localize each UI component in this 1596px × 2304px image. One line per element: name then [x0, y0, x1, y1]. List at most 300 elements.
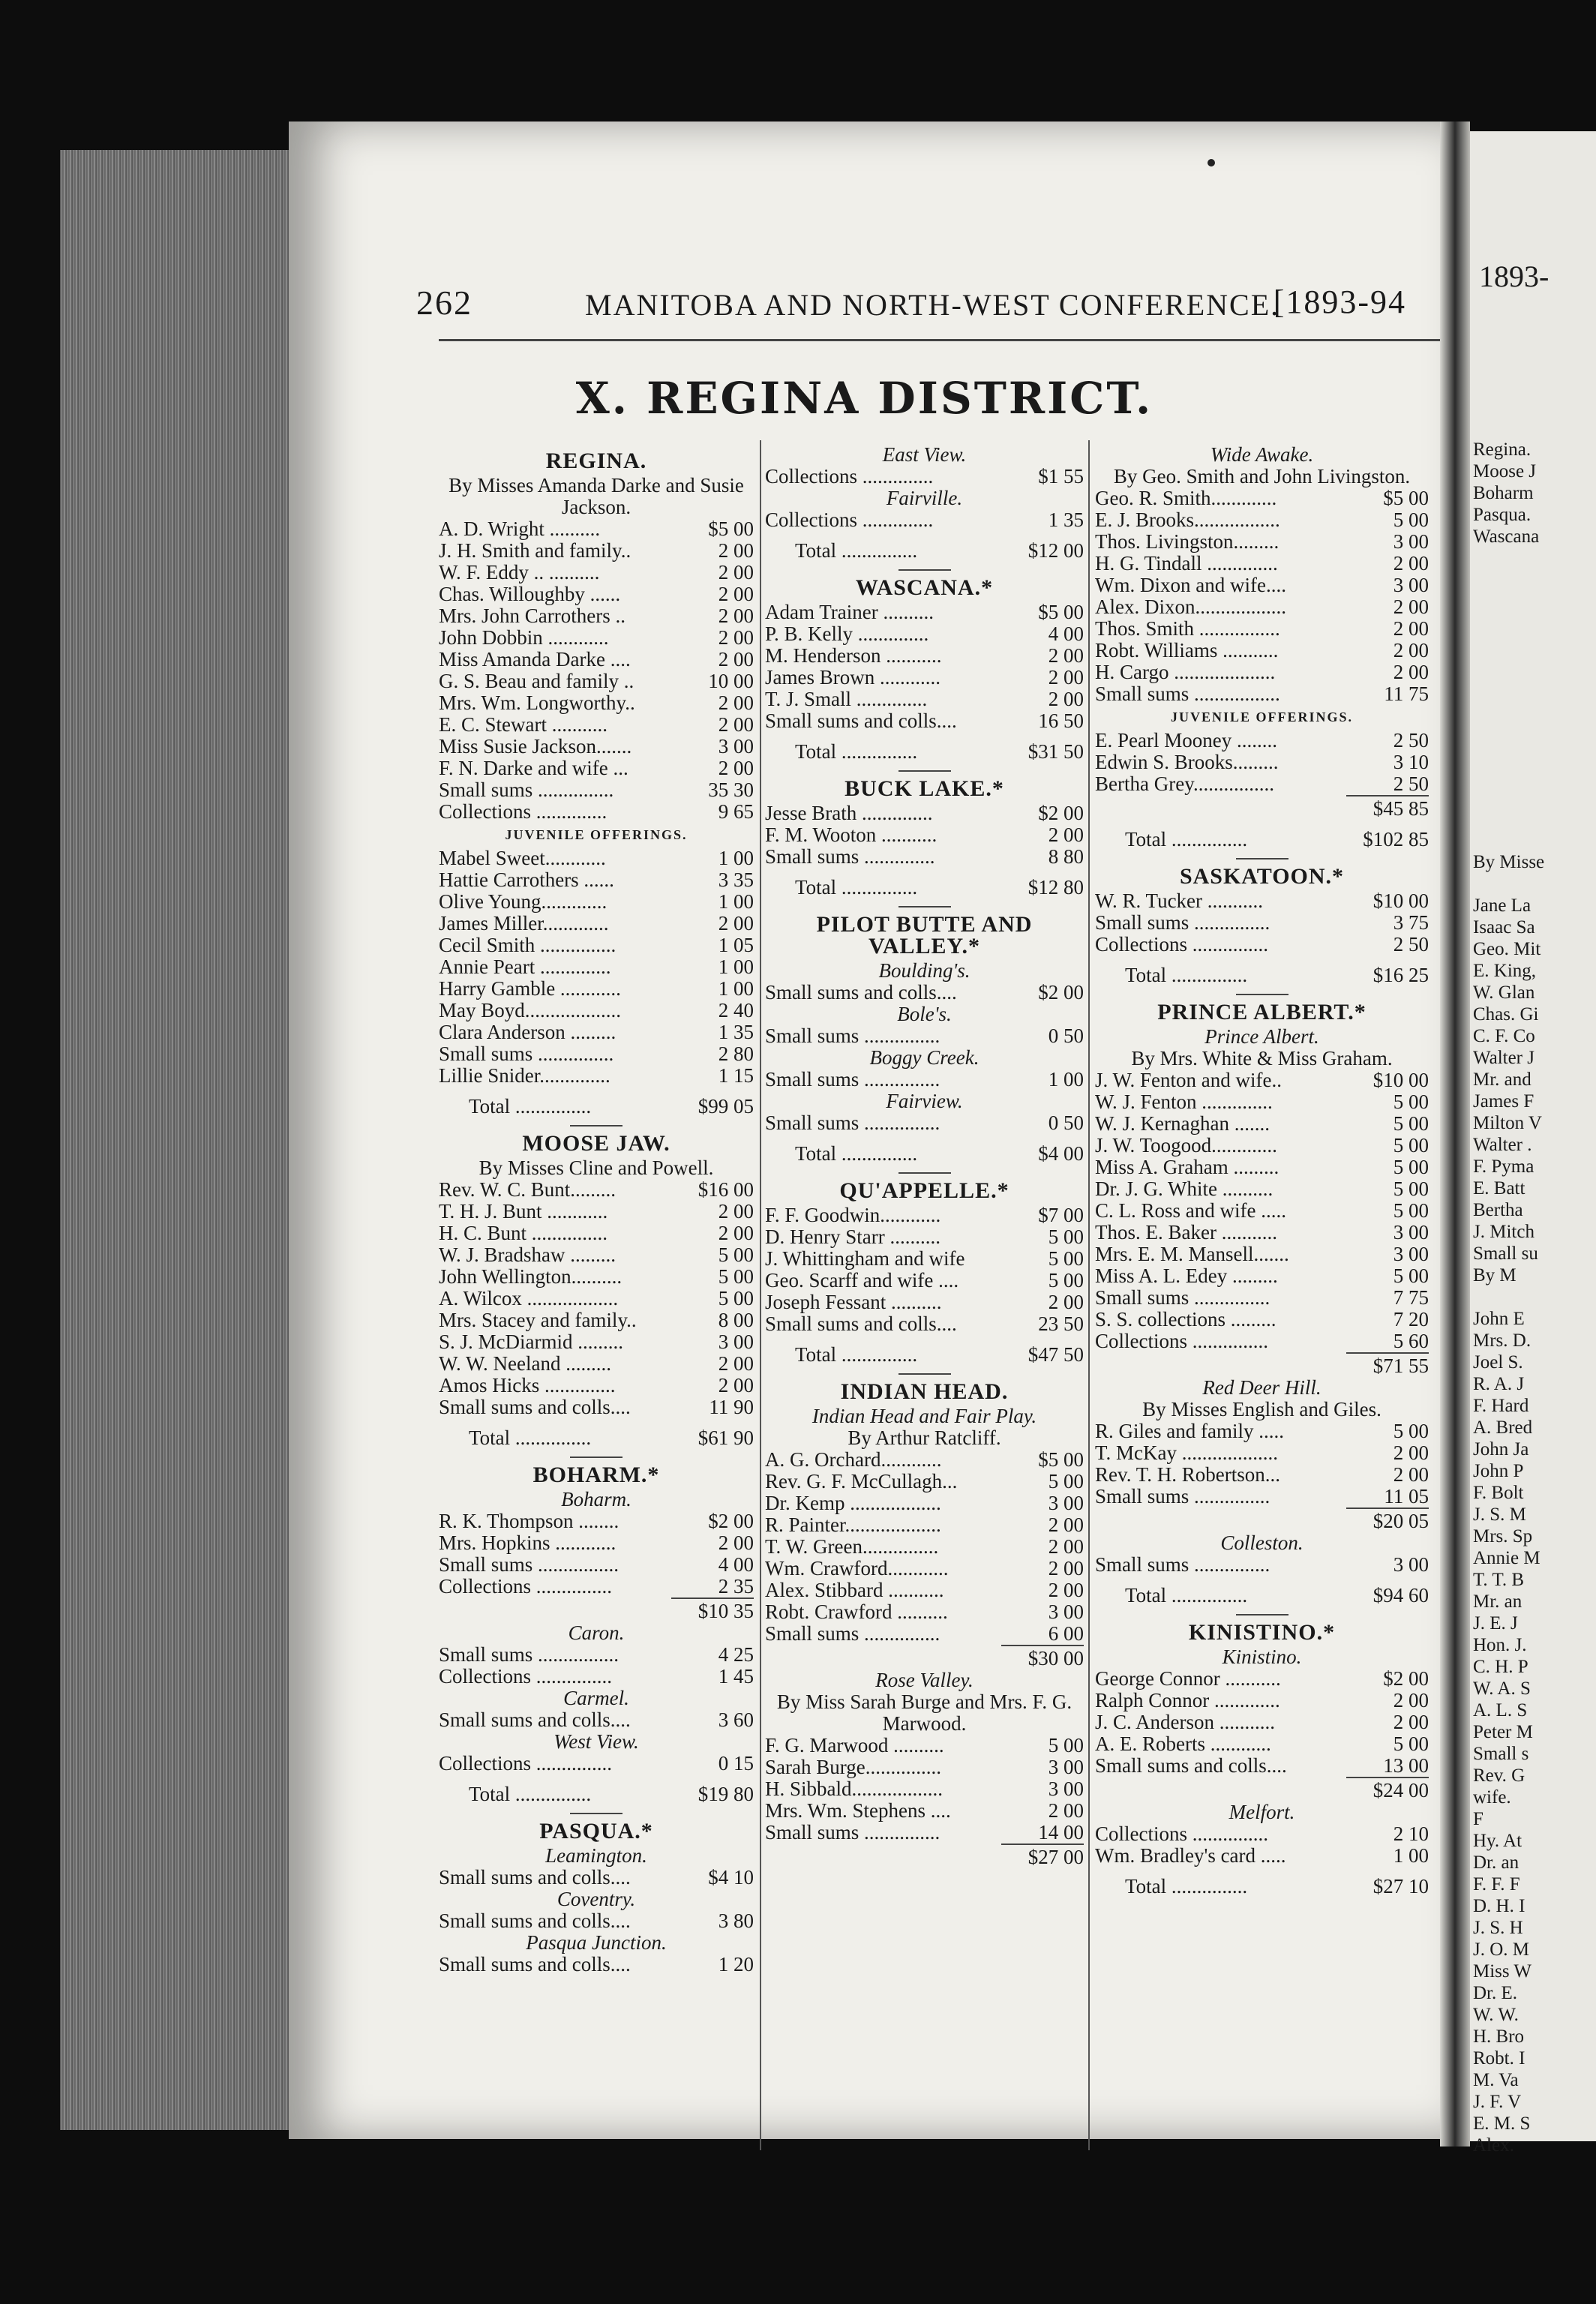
contribution-row — [765, 1601, 1084, 1623]
contribution-row — [439, 1201, 754, 1222]
column-divider — [760, 440, 761, 2150]
next-page-line: Jane La — [1473, 896, 1532, 916]
section-rule — [570, 1813, 622, 1814]
next-page-line — [1470, 873, 1544, 895]
entry-name: Sarah Burge............... — [765, 1756, 941, 1778]
entry-name: Total ............... — [795, 876, 918, 898]
entry-amount: 2 00 — [1393, 639, 1429, 662]
entry-amount: 11 05 — [1384, 1485, 1429, 1508]
entry-name: A. E. Roberts ............ — [1095, 1732, 1271, 1755]
collectors-line: By Mrs. White & Miss Graham. — [1131, 1047, 1393, 1070]
entry-amount: $5 00 — [708, 518, 754, 540]
entry-amount: 5 00 — [1048, 1247, 1084, 1270]
entry-name: Collections ............... — [439, 1575, 612, 1598]
section-rule — [898, 770, 951, 772]
entry-name: Geo. Scarff and wife .... — [765, 1269, 959, 1292]
column-3 — [1095, 444, 1429, 1902]
entry-name: Harry Gamble ............ — [439, 977, 621, 1000]
entry-amount: 23 50 — [1038, 1312, 1084, 1335]
contribution-row — [1095, 640, 1429, 662]
subsection-title: Bole's. — [897, 1003, 952, 1025]
entry-amount: $1 55 — [1038, 465, 1084, 488]
next-page-line: wife. — [1473, 1787, 1511, 1808]
entry-amount: 3 00 — [1048, 1756, 1084, 1778]
entry-amount: $94 60 — [1372, 1584, 1429, 1606]
next-page-line: Hon. J. — [1473, 1635, 1527, 1655]
entry-amount: 1 20 — [718, 1953, 754, 1976]
next-page-line: John Ja — [1473, 1439, 1529, 1460]
contribution-row — [765, 667, 1084, 688]
entry-name: P. B. Kelly .............. — [765, 622, 929, 645]
contribution-row — [765, 1248, 1084, 1270]
next-page-line: A. Bred — [1473, 1418, 1533, 1438]
next-page-line: Mrs. Sp — [1473, 1526, 1533, 1546]
contribution-row — [1095, 1712, 1429, 1733]
entry-name: Joseph Fessant .......... — [765, 1291, 942, 1313]
contribution-row — [765, 1492, 1084, 1514]
contribution-row — [765, 466, 1084, 488]
entry-amount: 5 00 — [1393, 508, 1429, 531]
contribution-row — [1095, 683, 1429, 705]
subtotal-row — [439, 1598, 754, 1622]
contribution-row — [439, 758, 754, 779]
entry-amount: 5 00 — [1393, 1178, 1429, 1200]
subtotal-row — [1095, 1352, 1429, 1377]
entry-name: Total ............... — [1125, 828, 1248, 850]
contribution-row — [439, 1375, 754, 1396]
entry-amount: 2 00 — [1393, 1442, 1429, 1464]
contribution-row — [439, 869, 754, 891]
section-rule — [898, 906, 951, 908]
entry-name: Geo. R. Smith............. — [1095, 487, 1277, 509]
next-page-line: Peter M — [1473, 1722, 1533, 1742]
contribution-row — [439, 670, 754, 692]
next-page-lines — [1470, 851, 1544, 2156]
entry-amount: 2 00 — [718, 692, 754, 714]
entry-amount: $47 50 — [1028, 1343, 1084, 1366]
entry-name: S. S. collections ......... — [1095, 1308, 1276, 1330]
entry-name: Small sums and colls.... — [439, 1910, 631, 1932]
contribution-row — [439, 1022, 754, 1043]
entry-amount: 2 50 — [1393, 933, 1429, 956]
entry-amount: 5 00 — [1393, 1264, 1429, 1287]
contribution-row — [1095, 890, 1429, 912]
next-page-line: Dr. an — [1473, 1852, 1520, 1873]
total-row — [1095, 1867, 1429, 1902]
contribution-row — [439, 1043, 754, 1065]
next-page-line: F. Pyma — [1473, 1156, 1534, 1177]
section-title: INDIAN HEAD. — [840, 1379, 1009, 1404]
entry-amount: 1 00 — [718, 977, 754, 1000]
subsection-title: Boggy Creek. — [869, 1046, 980, 1069]
contribution-row — [439, 1910, 754, 1932]
entry-amount: 1 35 — [718, 1021, 754, 1043]
entry-name: James Brown ............ — [765, 666, 940, 688]
entry-amount: 2 00 — [718, 1222, 754, 1244]
contribution-row — [765, 802, 1084, 824]
entry-amount: 16 50 — [1038, 710, 1084, 732]
entry-name: S. J. McDiarmid ......... — [439, 1330, 623, 1353]
contribution-row — [439, 1532, 754, 1554]
entry-name: H. G. Tindall .............. — [1095, 552, 1278, 574]
subtotal-amount: $20 05 — [1346, 1508, 1429, 1532]
entry-amount: $10 00 — [1372, 890, 1429, 912]
subtotal-row — [1095, 1777, 1429, 1802]
contribution-row — [765, 1778, 1084, 1800]
juvenile-heading: JUVENILE OFFERINGS. — [505, 827, 688, 842]
entry-name: J. C. Anderson ........... — [1095, 1711, 1276, 1733]
entry-name: Miss A. L. Edey ......... — [1095, 1264, 1278, 1287]
entry-amount: 3 10 — [1393, 751, 1429, 773]
entry-amount: 0 15 — [718, 1752, 754, 1774]
contribution-row — [765, 602, 1084, 623]
entry-name: E. Pearl Mooney ........ — [1095, 729, 1277, 752]
contribution-row — [1095, 1113, 1429, 1135]
next-page-top-lines — [1470, 439, 1539, 548]
entry-name: J. W. Toogood............. — [1095, 1134, 1277, 1156]
entry-name: W. J. Kernaghan ....... — [1095, 1112, 1270, 1135]
entry-name: E. J. Brooks................. — [1095, 508, 1280, 531]
next-page-line: Bertha — [1473, 1200, 1523, 1220]
entry-amount: 3 00 — [1048, 1492, 1084, 1514]
entry-name: F. F. Goodwin............ — [765, 1204, 941, 1226]
entry-amount: $4 10 — [708, 1866, 754, 1888]
entry-amount: 5 00 — [1048, 1734, 1084, 1756]
entry-amount: 2 00 — [718, 1532, 754, 1554]
contribution-row — [765, 1580, 1084, 1601]
entry-name: Wm. Crawford............ — [765, 1557, 949, 1580]
next-page-line: Small su — [1473, 1244, 1538, 1264]
contribution-row — [439, 1709, 754, 1731]
entry-name: John Dobbin ............ — [439, 626, 609, 649]
contribution-row — [1095, 1733, 1429, 1755]
contribution-row — [439, 1554, 754, 1576]
entry-name: Mrs. Hopkins ............ — [439, 1532, 616, 1554]
section-rule — [1236, 1614, 1288, 1616]
contribution-row — [439, 736, 754, 758]
section-rule — [898, 569, 951, 571]
entry-name: Small sums ............... — [1095, 1485, 1270, 1508]
contribution-row — [765, 645, 1084, 667]
contribution-row — [765, 1313, 1084, 1335]
entry-amount: 2 10 — [1393, 1822, 1429, 1845]
district-title: X. REGINA DISTRICT. — [575, 373, 1154, 424]
entry-name: Mrs. Stacey and family.. — [439, 1309, 637, 1331]
contribution-row — [439, 540, 754, 562]
entry-name: J. H. Smith and family.. — [439, 539, 632, 562]
subtotal-row — [765, 1645, 1084, 1670]
entry-amount: 13 00 — [1383, 1754, 1429, 1777]
entry-name: T. J. Small .............. — [765, 688, 928, 710]
contribution-row — [439, 801, 754, 823]
contribution-row — [1095, 553, 1429, 574]
next-page-line: By Misse — [1473, 852, 1545, 872]
contribution-row — [439, 1288, 754, 1310]
entry-name: Small sums ............... — [765, 1622, 940, 1645]
subtotal-amount: $24 00 — [1346, 1777, 1429, 1802]
next-page-line: Pasqua. — [1473, 505, 1532, 525]
entry-amount: 2 00 — [1048, 666, 1084, 688]
contribution-row — [439, 1000, 754, 1022]
entry-amount: 1 15 — [718, 1064, 754, 1087]
entry-amount: 1 00 — [718, 956, 754, 978]
subsection-title: Wide Awake. — [1210, 443, 1314, 466]
contribution-row — [1095, 1464, 1429, 1486]
entry-amount: $2 00 — [1383, 1667, 1429, 1690]
entry-name: R. Painter................... — [765, 1514, 941, 1536]
contribution-row — [765, 846, 1084, 868]
contribution-row — [1095, 1845, 1429, 1867]
next-page-line: F. F. F — [1473, 1874, 1520, 1894]
contribution-row — [1095, 752, 1429, 773]
collectors-line: By Misses Cline and Powell. — [478, 1156, 714, 1179]
entry-amount: 3 00 — [718, 1330, 754, 1353]
column-divider — [1088, 440, 1090, 2150]
total-row — [439, 1418, 754, 1454]
entry-amount: 5 60 — [1393, 1330, 1429, 1352]
entry-amount: 9 65 — [718, 800, 754, 823]
entry-amount: 2 00 — [718, 561, 754, 584]
subsection-title: Kinistino. — [1222, 1646, 1302, 1668]
entry-amount: 11 75 — [1384, 682, 1429, 705]
entry-amount: 3 00 — [1393, 1243, 1429, 1265]
entry-amount: $102 85 — [1363, 828, 1429, 850]
contribution-row — [765, 1292, 1084, 1313]
contribution-row — [439, 562, 754, 584]
entry-name: Small sums and colls.... — [1095, 1754, 1287, 1777]
entry-name: M. Henderson ........... — [765, 644, 942, 667]
contribution-row — [439, 1753, 754, 1774]
entry-name: W. J. Fenton .............. — [1095, 1090, 1273, 1113]
entry-name: Total ............... — [795, 1343, 918, 1366]
subsection-title: Fairville. — [886, 487, 963, 509]
contribution-row — [439, 714, 754, 736]
entry-name: Small sums ............... — [439, 778, 614, 801]
entry-name: A. Wilcox .................. — [439, 1287, 619, 1310]
next-page-line: Regina. — [1473, 440, 1532, 460]
entry-name: Hattie Carrothers ...... — [439, 868, 614, 891]
next-page-line: Isaac Sa — [1473, 917, 1535, 938]
entry-name: Collections ............... — [1095, 933, 1268, 956]
entry-name: Clara Anderson ......... — [439, 1021, 616, 1043]
next-page-line: W. Glan — [1473, 982, 1535, 1003]
contribution-row — [439, 627, 754, 649]
entry-amount: $61 90 — [698, 1426, 754, 1449]
entry-name: Rev. W. C. Bunt......... — [439, 1178, 616, 1201]
entry-name: T. McKay ................... — [1095, 1442, 1278, 1464]
contribution-row — [765, 710, 1084, 732]
subsection-title: Colleston. — [1220, 1532, 1304, 1554]
entry-name: D. Henry Starr .......... — [765, 1226, 940, 1248]
next-page-line: D. H. I — [1473, 1896, 1526, 1916]
next-page-line — [1470, 1286, 1544, 1308]
entry-amount: 1 00 — [718, 890, 754, 913]
subtotal-amount: $10 35 — [671, 1598, 754, 1622]
entry-amount: $12 00 — [1028, 539, 1084, 562]
contribution-row — [1095, 1178, 1429, 1200]
entry-amount: 5 00 — [1393, 1199, 1429, 1222]
section-title: KINISTINO.* — [1188, 1620, 1336, 1645]
next-page-line: Annie M — [1473, 1548, 1540, 1568]
section-title: BOHARM.* — [532, 1462, 660, 1487]
next-page-line: Wascana — [1473, 526, 1540, 547]
entry-amount: 35 30 — [708, 778, 754, 801]
subtotal-amount: $30 00 — [1001, 1645, 1084, 1670]
entry-amount: 5 00 — [1393, 1090, 1429, 1113]
total-row — [765, 868, 1084, 903]
next-page-line: Rev. G — [1473, 1766, 1526, 1786]
entry-amount: $5 00 — [1038, 1448, 1084, 1471]
next-page-line: John P — [1473, 1461, 1524, 1481]
entry-name: Thos. Livingston......... — [1095, 530, 1280, 553]
entry-name: Small sums .............. — [765, 845, 935, 868]
entry-amount: 2 00 — [1048, 1291, 1084, 1313]
contribution-row — [1095, 618, 1429, 640]
entry-amount: 2 00 — [1048, 1557, 1084, 1580]
next-page-line: Walter . — [1473, 1135, 1532, 1155]
contribution-row — [765, 982, 1084, 1004]
entry-amount: 2 00 — [718, 912, 754, 934]
entry-amount: 3 35 — [718, 868, 754, 891]
entry-name: Total ............... — [795, 539, 918, 562]
entry-name: Collections .............. — [765, 508, 934, 531]
subtotal-amount: $45 85 — [1346, 795, 1429, 820]
subsection-title: West View. — [554, 1730, 639, 1753]
entry-amount: $12 80 — [1028, 876, 1084, 898]
section-title: SASKATOON.* — [1179, 864, 1345, 889]
entry-name: Mrs. E. M. Mansell....... — [1095, 1243, 1289, 1265]
contribution-row — [439, 1576, 754, 1598]
next-page-line: J. F. V — [1473, 2092, 1522, 2112]
contribution-row — [1095, 1156, 1429, 1178]
entry-name: Dr. J. G. White .......... — [1095, 1178, 1274, 1200]
entry-amount: 2 00 — [718, 1352, 754, 1375]
entry-amount: 7 20 — [1393, 1308, 1429, 1330]
entry-amount: 2 35 — [718, 1575, 754, 1598]
next-page-line: Geo. Mit — [1473, 939, 1541, 959]
entry-amount: 3 00 — [1393, 1221, 1429, 1244]
contribution-row — [1095, 1222, 1429, 1244]
next-page-line: Hy. At — [1473, 1831, 1522, 1851]
entry-name: Mrs. Wm. Stephens .... — [765, 1799, 951, 1822]
section-title: PRINCE ALBERT.* — [1157, 1000, 1366, 1024]
entry-amount: 2 00 — [718, 648, 754, 670]
entry-amount: $5 00 — [1038, 601, 1084, 623]
entry-name: F. G. Marwood .......... — [765, 1734, 944, 1756]
entry-name: A. D. Wright .......... — [439, 518, 601, 540]
entry-name: Miss Susie Jackson....... — [439, 735, 632, 758]
conference-title: MANITOBA AND NORTH-WEST CONFERENCE. — [585, 288, 1280, 322]
contribution-row — [1095, 1420, 1429, 1442]
contribution-row — [439, 1310, 754, 1331]
contribution-row — [765, 1204, 1084, 1226]
entry-name: Rev. T. H. Robertson... — [1095, 1463, 1280, 1486]
next-page-line: E. Batt — [1473, 1178, 1526, 1198]
entry-amount: 2 00 — [1048, 1535, 1084, 1558]
next-page-line: E. King, — [1473, 961, 1537, 981]
contribution-row — [1095, 596, 1429, 618]
entry-name: Small sums and colls.... — [765, 1312, 957, 1335]
entry-amount: 5 00 — [1048, 1470, 1084, 1492]
entry-name: R. Giles and family ..... — [1095, 1420, 1284, 1442]
contribution-row — [439, 692, 754, 714]
contribution-row — [1095, 1135, 1429, 1156]
entry-name: George Connor ........... — [1095, 1667, 1281, 1690]
subtotal-row — [1095, 795, 1429, 820]
contribution-row — [1095, 1690, 1429, 1712]
entry-amount: 5 00 — [1393, 1732, 1429, 1755]
entry-amount: 11 90 — [709, 1396, 754, 1418]
entry-name: Collections ............... — [439, 1665, 612, 1688]
total-row — [439, 1087, 754, 1122]
entry-amount: 2 00 — [1393, 617, 1429, 640]
entry-name: Total ............... — [469, 1095, 592, 1118]
contribution-row — [439, 1666, 754, 1688]
entry-amount: 5 00 — [1393, 1134, 1429, 1156]
page-header — [416, 283, 1406, 335]
total-row — [1095, 1576, 1429, 1611]
entry-amount: $5 00 — [1383, 487, 1429, 509]
subsection-title: Boharm. — [561, 1488, 632, 1510]
entry-amount: $10 00 — [1372, 1069, 1429, 1091]
collectors-line: By Arthur Ratcliff. — [848, 1426, 1001, 1449]
contribution-row — [765, 1471, 1084, 1492]
next-page-line: J. S. M — [1473, 1504, 1526, 1525]
next-page-line: J. S. H — [1473, 1918, 1523, 1938]
entry-name: Small sums ............... — [765, 1068, 940, 1090]
entry-name: Small sums and colls.... — [765, 981, 957, 1004]
entry-name: Total ............... — [1125, 1875, 1248, 1898]
subsection-title: Red Deer Hill. — [1202, 1376, 1322, 1399]
entry-name: F. N. Darke and wife ... — [439, 757, 628, 779]
total-row — [765, 1335, 1084, 1370]
entry-name: C. L. Ross and wife ..... — [1095, 1199, 1286, 1222]
entry-amount: 2 00 — [1048, 1799, 1084, 1822]
next-page-line: J. E. J — [1473, 1613, 1518, 1634]
entry-amount: 7 75 — [1393, 1286, 1429, 1309]
contribution-row — [439, 1396, 754, 1418]
entry-amount: 4 00 — [1048, 622, 1084, 645]
entry-amount: 2 00 — [1048, 824, 1084, 846]
entry-amount: 1 00 — [718, 847, 754, 869]
next-page-line: Moose J — [1473, 461, 1537, 482]
contribution-row — [765, 1735, 1084, 1756]
entry-name: Robt. Crawford .......... — [765, 1600, 948, 1623]
section-title: BUCK LAKE.* — [844, 776, 1004, 801]
contribution-row — [439, 1644, 754, 1666]
contribution-row — [1095, 1755, 1429, 1777]
entry-amount: 2 50 — [1393, 772, 1429, 795]
juvenile-heading: JUVENILE OFFERINGS. — [1170, 710, 1354, 724]
section-rule — [570, 1125, 622, 1126]
entry-name: Small sums ............... — [1095, 1553, 1270, 1576]
collectors-line: By Misses English and Giles. — [1142, 1398, 1382, 1420]
entry-amount: 1 35 — [1048, 508, 1084, 531]
entry-amount: 2 50 — [1393, 729, 1429, 752]
next-page-line: Small s — [1473, 1744, 1529, 1764]
next-page-line: James F — [1473, 1091, 1534, 1112]
contribution-row — [1095, 1244, 1429, 1265]
subsection-title: Caron. — [568, 1622, 625, 1644]
next-page-line: Mrs. D. — [1473, 1330, 1532, 1351]
contribution-row — [1095, 730, 1429, 752]
subsection-title: Prince Albert. — [1204, 1025, 1319, 1048]
entry-amount: 5 00 — [718, 1287, 754, 1310]
contribution-row — [1095, 1309, 1429, 1330]
contribution-row — [439, 1331, 754, 1353]
entry-name: May Boyd................... — [439, 999, 621, 1022]
entry-name: Mrs. Wm. Longworthy.. — [439, 692, 635, 714]
